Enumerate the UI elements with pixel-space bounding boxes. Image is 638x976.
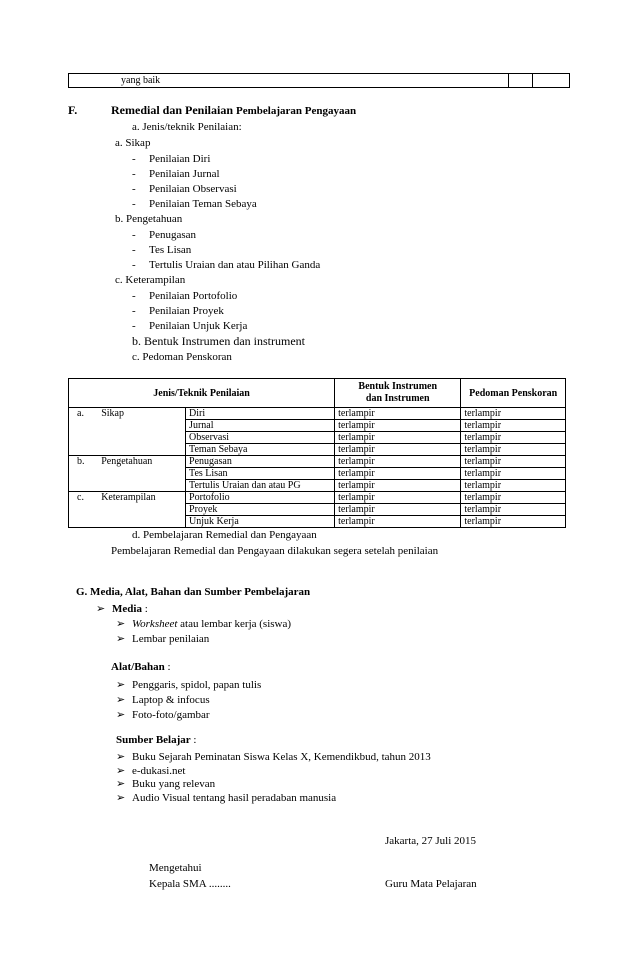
arrow-icon: ➢ [96,603,106,615]
cell-category-number [69,444,99,456]
table-row [69,516,566,528]
arrow-icon: ➢ [116,751,126,763]
list-item [116,750,431,763]
dash: - [132,168,136,180]
cell-instrument: terlampir [335,456,461,468]
cell-instrument: terlampir [335,492,461,504]
cell-technique: Tes Lisan [186,468,335,480]
list-item-text: Penilaian Diri [149,153,211,165]
table-header-row [69,379,566,408]
list-item [132,198,257,210]
list-item [132,153,210,165]
cell-category-number: c. [69,492,99,504]
worksheet-text: Worksheet [132,618,178,630]
dash: - [132,183,136,195]
cell-category: Keterampilan [98,492,185,504]
media-label: Media [112,603,142,615]
cell-pedoman: terlampir [461,408,566,420]
cell-category [98,516,185,528]
arrow-icon: ➢ [116,679,126,691]
group-keterampilan-label: c. Keterampilan [115,274,186,286]
cell-category-number [69,468,99,480]
cell-category: Pengetahuan [98,456,185,468]
cell-pedoman: terlampir [461,444,566,456]
section-f-title-part2: Pembelajaran Pengayaan [236,105,357,117]
alat-label: Alat/Bahan [111,661,165,673]
list-item-text: atau lembar kerja (siswa) [177,618,292,630]
cell-technique: Unjuk Kerja [186,516,335,528]
cell-instrument: terlampir [335,408,461,420]
header-pedoman: Pedoman Penskoran [461,379,566,408]
top-table-cell-2 [508,74,532,88]
arrow-icon: ➢ [116,792,126,804]
cell-category [98,444,185,456]
guru-text: Guru Mata Pelajaran [385,878,477,890]
remedial-label: d. Pembelajaran Remedial dan Pengayaan [132,529,317,541]
list-item [116,617,291,630]
kepala-text: Kepala SMA ........ [149,878,231,890]
list-item [116,791,336,804]
list-item [132,168,220,180]
table-row [69,468,566,480]
list-item-text: Penilaian Portofolio [149,290,238,302]
place-date: Jakarta, 27 Juli 2015 [385,835,477,847]
media-colon: : [141,603,148,615]
cell-technique: Proyek [186,504,335,516]
alat-heading [111,661,171,673]
table-row [69,492,566,504]
table-row [69,504,566,516]
sumber-label: Sumber Belajar [116,734,191,746]
dash: - [132,198,136,210]
arrow-icon: ➢ [116,778,126,790]
top-table-cell-3 [533,74,570,88]
list-item-text: e-dukasi.net [132,765,186,777]
group-sikap-label: a. Sikap [115,137,151,149]
list-item [116,693,210,706]
cell-instrument: terlampir [335,420,461,432]
list-item [132,259,320,271]
section-f-title [111,103,356,118]
sumber-heading [116,734,196,746]
arrow-icon: ➢ [116,633,126,645]
list-item-text: Penugasan [149,229,197,241]
cell-category-number [69,420,99,432]
cell-pedoman: terlampir [461,432,566,444]
list-item [116,764,185,777]
list-item-text: Buku Sejarah Peminatan Siswa Kelas X, Kemendikbud, tahun 2013 [132,751,431,763]
list-item-text: Penggaris, spidol, papan tulis [132,679,262,691]
list-item-text: Lembar penilaian [132,633,210,645]
cell-instrument: terlampir [335,432,461,444]
list-item [116,632,209,645]
cell-pedoman: terlampir [461,480,566,492]
list-item-text: Tes Lisan [149,244,192,256]
cell-technique: Penugasan [186,456,335,468]
list-item-text: Penilaian Unjuk Kerja [149,320,248,332]
cell-instrument: terlampir [335,516,461,528]
list-item [116,678,261,691]
table-row [69,456,566,468]
cell-technique: Jurnal [186,420,335,432]
cell-category-number [69,516,99,528]
list-item [132,320,247,332]
header-bentuk-line1: Bentuk Instrumen [358,381,438,392]
list-item-text: Laptop & infocus [132,694,210,706]
cell-instrument: terlampir [335,480,461,492]
cell-category [98,432,185,444]
cell-instrument: terlampir [335,504,461,516]
dash: - [132,259,136,271]
arrow-icon: ➢ [116,765,126,777]
list-item-text: Penilaian Teman Sebaya [149,198,257,210]
arrow-icon: ➢ [116,694,126,706]
section-f-number: F. [68,103,78,117]
dash: - [132,290,136,302]
table-row [69,480,566,492]
cell-pedoman: terlampir [461,468,566,480]
cell-category-number [69,432,99,444]
cell-technique: Portofolio [186,492,335,504]
cell-pedoman: terlampir [461,516,566,528]
cell-category [98,420,185,432]
cell-technique: Observasi [186,432,335,444]
table-row [69,408,566,420]
cell-pedoman: terlampir [461,456,566,468]
table-row [69,444,566,456]
header-bentuk-line2: dan Instrumen [365,393,430,404]
list-item [132,229,196,241]
cell-instrument: terlampir [335,444,461,456]
list-item-text: Foto-foto/gambar [132,709,210,721]
header-jenis-teknik: Jenis/Teknik Penilaian [69,379,335,408]
cell-pedoman: terlampir [461,504,566,516]
section-f-title-part1: Remedial dan Penilaian [111,103,234,117]
arrow-icon: ➢ [116,709,126,721]
mengetahui-text: Mengetahui [149,862,202,874]
cell-technique: Teman Sebaya [186,444,335,456]
cell-technique: Tertulis Uraian dan atau PG [186,480,335,492]
cell-instrument: terlampir [335,468,461,480]
list-item [116,708,210,721]
list-item [132,290,237,302]
cell-category-number: b. [69,456,99,468]
list-item [132,183,237,195]
assessment-table [68,378,566,528]
top-table-cell-main: yang baik [69,74,509,88]
cell-category [98,480,185,492]
list-item-text: Penilaian Jurnal [149,168,220,180]
dash: - [132,320,136,332]
cell-category-number [69,504,99,516]
table-row [69,420,566,432]
list-item-text: Penilaian Proyek [149,305,224,317]
list-item [132,305,224,317]
bentuk-instrumen-label: b. Bentuk Instrumen dan instrument [132,334,305,348]
arrow-icon: ➢ [116,618,126,630]
list-item-text: Tertulis Uraian dan atau Pilihan Ganda [149,259,321,271]
dash: - [132,305,136,317]
remedial-text: Pembelajaran Remedial dan Pengayaan dilakukan segera setelah penilaian [111,545,439,557]
cell-pedoman: terlampir [461,420,566,432]
jenis-teknik-label: a. Jenis/teknik Penilaian: [132,121,242,133]
cell-technique: Diri [186,408,335,420]
cell-pedoman: terlampir [461,492,566,504]
cell-category [98,468,185,480]
list-item [132,244,191,256]
list-item-text: Penilaian Observasi [149,183,237,195]
dash: - [132,153,136,165]
group-pengetahuan-label: b. Pengetahuan [115,213,183,225]
top-table [68,73,570,88]
sumber-colon: : [190,734,197,746]
list-item-text: Audio Visual tentang hasil peradaban manusia [132,792,337,804]
list-item-text: Buku yang relevan [132,778,216,790]
cell-category-number: a. [69,408,99,420]
pedoman-penskoran-label: c. Pedoman Penskoran [132,351,232,363]
cell-category-number [69,480,99,492]
media-heading [96,602,148,615]
table-row [69,432,566,444]
header-bentuk-instrumen [335,379,461,408]
cell-category [98,504,185,516]
alat-colon: : [164,661,171,673]
dash: - [132,229,136,241]
section-g-heading: G. Media, Alat, Bahan dan Sumber Pembelajaran [76,586,311,598]
cell-category: Sikap [98,408,185,420]
dash: - [132,244,136,256]
list-item [116,777,215,790]
